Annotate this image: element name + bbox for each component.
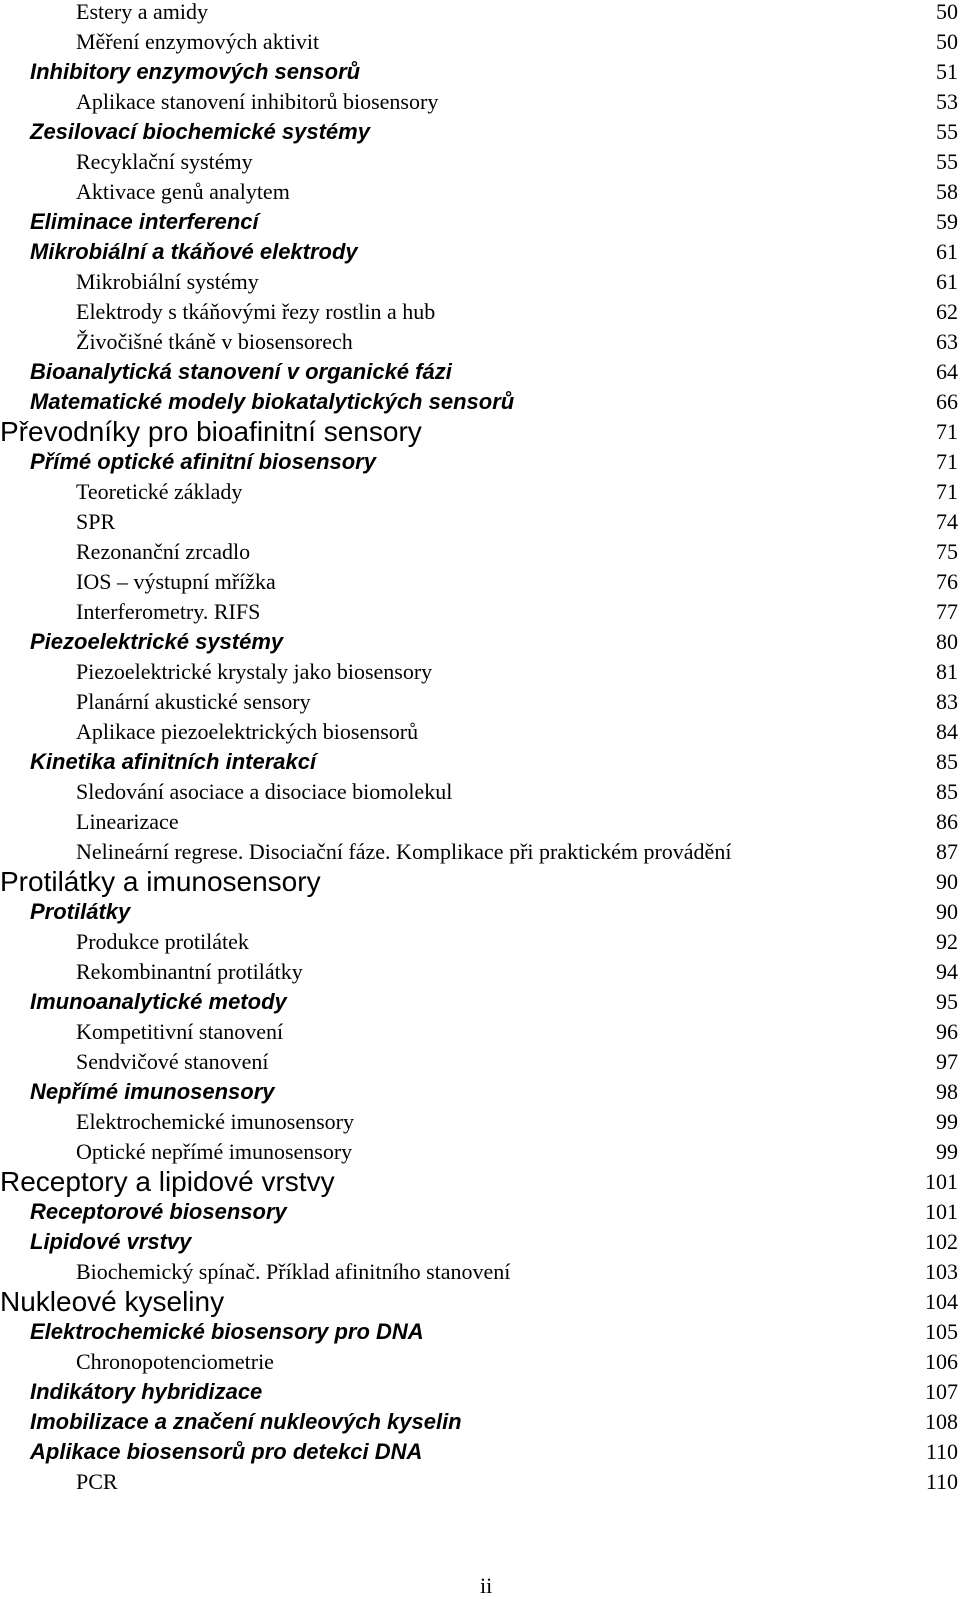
toc-subsection[interactable] xyxy=(0,777,960,807)
toc-entry-title: Optické nepřímé imunosensory xyxy=(76,1139,353,1164)
toc-entry-page: 80 xyxy=(936,629,958,654)
toc-entry-title: Elektrochemické imunosensory xyxy=(76,1109,354,1134)
toc-entry-title: Rezonanční zrcadlo xyxy=(76,539,251,564)
toc-entry-title: Kinetika afinitních interakcí xyxy=(30,749,317,774)
toc-subsection[interactable] xyxy=(0,267,960,297)
toc-entry-title: Biochemický spínač. Příklad afinitního stanovení xyxy=(76,1259,511,1284)
toc-entry-page: 96 xyxy=(936,1019,958,1044)
toc-entry-title: Matematické modely biokatalytických sensorů xyxy=(30,389,515,414)
toc-entry-title: Měření enzymových aktivit xyxy=(76,29,320,54)
toc-section[interactable] xyxy=(0,747,960,777)
toc-entry-page: 76 xyxy=(936,569,958,594)
toc-section[interactable] xyxy=(0,207,960,237)
toc-section[interactable] xyxy=(0,1407,960,1437)
toc-entry-page: 101 xyxy=(925,1169,958,1194)
toc-subsection[interactable] xyxy=(0,327,960,357)
toc-entry-page: 71 xyxy=(936,479,958,504)
toc-section[interactable] xyxy=(0,387,960,417)
toc-entry-title: Bioanalytická stanovení v organické fázi xyxy=(30,359,452,384)
toc-entry-page: 55 xyxy=(936,119,958,144)
toc-subsection[interactable] xyxy=(0,147,960,177)
toc-entry-title: SPR xyxy=(76,509,116,534)
toc-entry-page: 102 xyxy=(925,1229,958,1254)
toc-entry-page: 87 xyxy=(936,839,958,864)
toc-subsection[interactable] xyxy=(0,1347,960,1377)
toc-entry-page: 90 xyxy=(936,869,958,894)
toc-section[interactable] xyxy=(0,1377,960,1407)
toc-entry-page: 81 xyxy=(936,659,958,684)
toc-section[interactable] xyxy=(0,57,960,87)
toc-subsection[interactable] xyxy=(0,687,960,717)
toc-entry-title: Imunoanalytické metody xyxy=(30,989,287,1014)
toc-entry-title: Mikrobiální a tkáňové elektrody xyxy=(30,239,358,264)
toc-entry-title: PCR xyxy=(76,1469,118,1494)
toc-entry-title: Převodníky pro bioafinitní sensory xyxy=(0,416,422,447)
toc-entry-page: 94 xyxy=(936,959,958,984)
toc-subsection[interactable] xyxy=(0,957,960,987)
toc-subsection[interactable] xyxy=(0,1257,960,1287)
toc-subsection[interactable] xyxy=(0,0,960,27)
toc-entry-title: Recyklační systémy xyxy=(76,149,253,174)
toc-entry-title: Interferometry. RIFS xyxy=(76,599,261,624)
toc-entry-page: 104 xyxy=(925,1289,958,1314)
toc-entry-page: 95 xyxy=(936,989,958,1014)
toc-entry-title: Rekombinantní protilátky xyxy=(76,959,303,984)
toc-chapter[interactable] xyxy=(0,867,960,897)
toc-chapter[interactable] xyxy=(0,417,960,447)
toc-entry-title: Chronopotenciometrie xyxy=(76,1349,274,1374)
toc-entry-page: 85 xyxy=(936,779,958,804)
toc-entry-page: 99 xyxy=(936,1139,958,1164)
toc-entry-title: Piezoelektrické krystaly jako biosensory xyxy=(76,659,433,684)
toc-entry-title: Receptorové biosensory xyxy=(30,1199,287,1224)
toc-entry-page: 108 xyxy=(925,1409,958,1434)
toc-entry-page: 107 xyxy=(925,1379,958,1404)
toc-subsection[interactable] xyxy=(0,597,960,627)
toc-entry-title: Indikátory hybridizace xyxy=(30,1379,263,1404)
toc-entry-page: 61 xyxy=(936,269,958,294)
toc-entry-title: Nepřímé imunosensory xyxy=(30,1079,275,1104)
toc-entry-title: Mikrobiální systémy xyxy=(76,269,259,294)
toc-entry-title: Elektrochemické biosensory pro DNA xyxy=(30,1319,424,1344)
toc-entry-title: Zesilovací biochemické systémy xyxy=(30,119,370,144)
toc-section[interactable] xyxy=(0,897,960,927)
toc-section[interactable] xyxy=(0,1227,960,1257)
toc-entry-page: 83 xyxy=(936,689,958,714)
toc-entry-title: Nelineární regrese. Disociační fáze. Komplikace při praktickém provádění xyxy=(76,839,732,864)
toc-entry-page: 85 xyxy=(936,749,958,774)
toc-entry-page: 103 xyxy=(925,1259,958,1284)
toc-entry-page: 58 xyxy=(936,179,958,204)
toc-entry-title: Nukleové kyseliny xyxy=(0,1286,225,1317)
toc-entry-page: 71 xyxy=(936,449,958,474)
toc-entry-page: 99 xyxy=(936,1109,958,1134)
toc-entry-page: 51 xyxy=(936,59,958,84)
toc-entry-title: Linearizace xyxy=(76,809,179,834)
toc-entry-title: Sledování asociace a disociace biomolekul xyxy=(76,779,453,804)
toc-entry-title: Planární akustické sensory xyxy=(76,689,311,714)
toc-entry-title: Estery a amidy xyxy=(76,0,208,24)
toc-subsection[interactable] xyxy=(0,507,960,537)
toc-entry-title: Aplikace piezoelektrických biosensorů xyxy=(76,719,419,744)
toc-entry-page: 55 xyxy=(936,149,958,174)
toc-entry-page: 98 xyxy=(936,1079,958,1104)
toc-entry-page: 50 xyxy=(936,0,958,24)
toc-entry-page: 62 xyxy=(936,299,958,324)
toc-entry-page: 61 xyxy=(936,239,958,264)
toc-entry-page: 92 xyxy=(936,929,958,954)
toc-section[interactable] xyxy=(0,357,960,387)
toc-entry-page: 77 xyxy=(936,599,958,624)
toc-entry-title: Protilátky a imunosensory xyxy=(0,866,321,897)
toc-entry-page: 66 xyxy=(936,389,958,414)
toc-entry-page: 64 xyxy=(936,359,958,384)
toc-section[interactable] xyxy=(0,627,960,657)
toc-entry-title: IOS – výstupní mřížka xyxy=(76,569,276,594)
toc-entry-title: Receptory a lipidové vrstvy xyxy=(0,1166,335,1197)
toc-entry-title: Sendvičové stanovení xyxy=(76,1049,269,1074)
toc-subsection[interactable] xyxy=(0,927,960,957)
toc-entry-page: 75 xyxy=(936,539,958,564)
toc-entry-title: Lipidové vrstvy xyxy=(30,1229,192,1254)
toc-section[interactable] xyxy=(0,237,960,267)
toc-chapter[interactable] xyxy=(0,1287,960,1317)
toc-entry-title: Aplikace stanovení inhibitorů biosensory xyxy=(76,89,439,114)
toc-entry-page: 74 xyxy=(936,509,958,534)
toc-entry-title: Aktivace genů analytem xyxy=(76,179,290,204)
toc-subsection[interactable] xyxy=(0,657,960,687)
toc-entry-title: Aplikace biosensorů pro detekci DNA xyxy=(30,1439,423,1464)
toc-subsection[interactable] xyxy=(0,1467,960,1497)
toc-entry-title: Eliminace interferencí xyxy=(30,209,259,234)
toc-entry-page: 110 xyxy=(925,1469,958,1494)
toc-section[interactable] xyxy=(0,1437,960,1467)
toc-subsection[interactable] xyxy=(0,297,960,327)
toc-subsection[interactable] xyxy=(0,1047,960,1077)
toc-entry-page: 105 xyxy=(925,1319,958,1344)
toc-entry-page: 97 xyxy=(936,1049,958,1074)
toc-section[interactable] xyxy=(0,1317,960,1347)
toc-section[interactable] xyxy=(0,1077,960,1107)
toc-entry-page: 71 xyxy=(936,419,958,444)
toc-entry-title: Elektrody s tkáňovými řezy rostlin a hub xyxy=(76,299,436,324)
toc-subsection[interactable] xyxy=(0,27,960,57)
toc-subsection[interactable] xyxy=(0,1017,960,1047)
toc-subsection[interactable] xyxy=(0,1107,960,1137)
toc-subsection[interactable] xyxy=(0,177,960,207)
toc-section[interactable] xyxy=(0,447,960,477)
toc-entry-page: 90 xyxy=(936,899,958,924)
toc-subsection[interactable] xyxy=(0,87,960,117)
toc-entry-page: 50 xyxy=(936,29,958,54)
toc-entry-title: Přímé optické afinitní biosensory xyxy=(30,449,376,474)
toc-subsection[interactable] xyxy=(0,567,960,597)
toc-section[interactable] xyxy=(0,987,960,1017)
toc-entry-title: Teoretické základy xyxy=(76,479,243,504)
page-number: ii xyxy=(480,1573,493,1598)
toc-section[interactable] xyxy=(0,1197,960,1227)
toc-subsection[interactable] xyxy=(0,1137,960,1167)
toc-entry-page: 53 xyxy=(936,89,958,114)
toc-entry-page: 84 xyxy=(936,719,958,744)
toc-entry-title: Piezoelektrické systémy xyxy=(30,629,284,654)
toc-subsection[interactable] xyxy=(0,807,960,837)
toc-entry-page: 59 xyxy=(936,209,958,234)
toc-entry-title: Živočišné tkáně v biosensorech xyxy=(76,329,353,354)
toc-entry-page: 86 xyxy=(936,809,958,834)
toc-subsection[interactable] xyxy=(0,537,960,567)
toc-subsection[interactable] xyxy=(0,837,960,867)
toc-entry-title: Produkce protilátek xyxy=(76,929,249,954)
toc-entry-page: 63 xyxy=(936,329,958,354)
toc-subsection[interactable] xyxy=(0,477,960,507)
toc-entry-title: Inhibitory enzymových sensorů xyxy=(30,59,361,84)
toc-entry-page: 106 xyxy=(925,1349,958,1374)
toc-entry-title: Imobilizace a značení nukleových kyselin xyxy=(30,1409,462,1434)
toc-chapter[interactable] xyxy=(0,1167,960,1197)
toc-section[interactable] xyxy=(0,117,960,147)
toc-entry-page: 101 xyxy=(925,1199,958,1224)
toc-entry-title: Kompetitivní stanovení xyxy=(76,1019,284,1044)
toc-entry-title: Protilátky xyxy=(30,899,131,924)
toc-subsection[interactable] xyxy=(0,717,960,747)
toc-entry-page: 110 xyxy=(925,1439,958,1464)
